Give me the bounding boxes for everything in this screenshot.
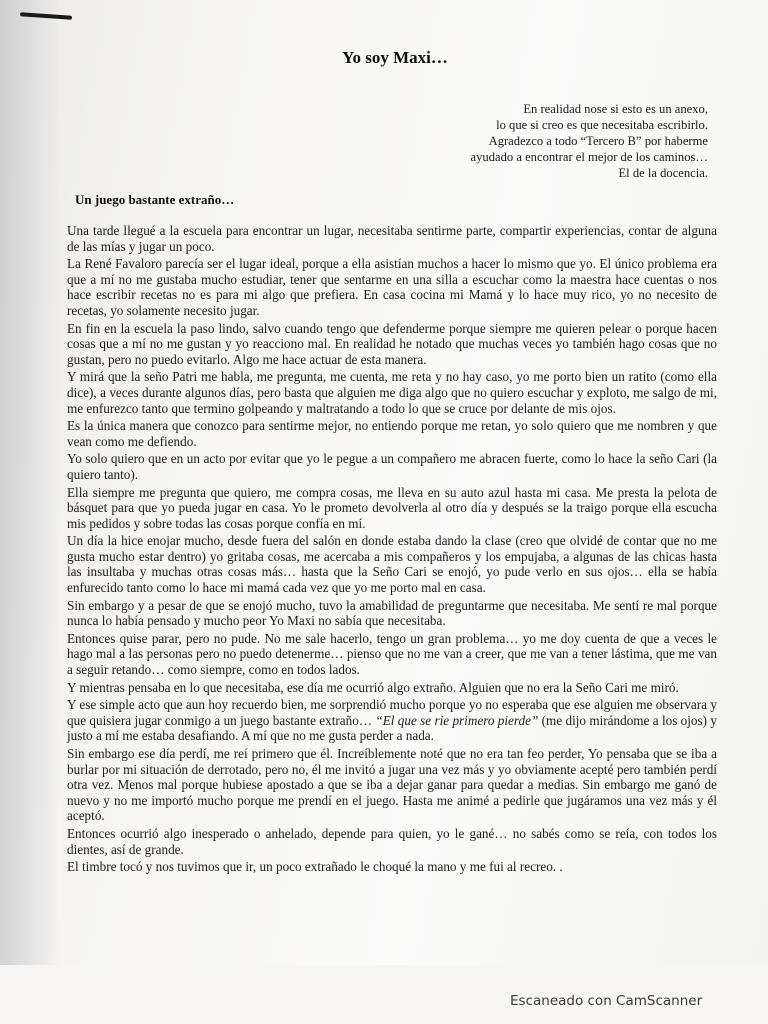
page-shadow: [0, 0, 60, 965]
epigraph-line: En realidad nose si esto es un anexo,: [523, 102, 708, 116]
paragraph: Y mirá que la seño Patri me habla, me pregunta, me cuenta, me reta y no hay caso, yo me porto bien un ratito (como ella dice), a veces durante algunos días, pero basta que alguien me diga algo que no quiero escuchar y exploto, me salgo de mi, me enfurezco tanto que termino golpeando y maltratando a todo lo que se cruce por delante de mis ojos.: [67, 369, 717, 416]
epigraph-line: El de la docencia.: [618, 166, 708, 180]
paragraph: Es la única manera que conozco para sentirme mejor, no entiendo porque me retan, yo solo quiero que me nombren y que vean como me defiendo.: [67, 418, 717, 449]
paragraph: La René Favaloro parecía ser el lugar ideal, porque a ella asistían muchos a hacer lo mismo que yo. El único problema era que a mí no me gustaba mucho estudiar, tener que sentarme en una silla a escuchar como la maestra hace cuentas o nos hace escribir recetas no es para mi algo que prefiera. En casa cocina mi Mamá y lo hace muy rico, yo no necesito de recetas, yo solamente necesito jugar.: [67, 256, 717, 318]
epigraph: [308, 101, 708, 181]
paragraph: Una tarde llegué a la escuela para encontrar un lugar, necesitaba sentirme parte, compartir experiencias, contar de alguna de las mías y jugar un poco.: [67, 223, 717, 254]
paragraph: Ella siempre me pregunta que quiero, me compra cosas, me lleva en su auto azul hasta mi casa. Me presta la pelota de básquet para que yo pueda jugar en casa. Yo le prometo devolverla al otro día y después se la traigo porque ella escucha mis pedidos y sobre todas las cosas porque confía en mí.: [67, 484, 717, 531]
game-quote: “El que se rie primero pierde”: [375, 712, 539, 728]
paragraph: Entonces quise parar, pero no pude. No me sale hacerlo, tengo un gran problema… yo me doy cuenta de que a veces le hago mal a las personas pero no puedo detenerme… pienso que no me van a creer, que me van a tener lástima, que me van a seguir retando… como siempre, como en todos lados.: [67, 630, 717, 678]
epigraph-line: ayudado a encontrar el mejor de los caminos…: [470, 150, 708, 164]
section-subtitle: Un juego bastante extraño…: [75, 192, 235, 207]
paragraph: Yo solo quiero que en un acto por evitar que yo le pegue a un compañero me abracen fuerte, como lo hace la seño Cari (la quiero tanto).: [67, 451, 717, 482]
document-title: Yo soy Maxi…: [342, 48, 448, 67]
paragraph-game: [67, 697, 717, 744]
paragraph: Sin embargo ese día perdí, me reí primero que él. Increíblemente noté que no era tan feo perder, Yo pensaba que se iba a burlar por mi situación de derrotado, pero no, él me invitó a jugar una vez más y yo obviamente acepté pero también perdí otra vez. Menos mal porque hubiese apostado a que se iba a dejar ganar para quedar a medias. Sin embargo me ganó de nuevo y no me importó mucho porque me prendí en el juego. Hasta me animé a pedirle que jugáramos una vez más y él aceptó.: [67, 746, 717, 824]
paragraph-game-after: (me dijo mirándome a los ojos) y justo a mí me estaba desafiando. A mí que no me gusta perder a nada.: [67, 712, 717, 744]
paragraph: En fin en la escuela la paso lindo, salvo cuando tengo que defenderme porque siempre me quieren pelear o porque hacen cosas que a mí no me gustan y yo reacciono mal. En realidad he notado que muchas veces yo también hago cosas que no gustan, pero no puedo evitarlo. Algo me hace actuar de esta manera.: [67, 320, 717, 367]
paragraph-game-before: Y ese simple acto que aun hoy recuerdo bien, me sorprendió mucho porque yo no esperaba que ese alguien me observara y que quisiera jugar conmigo a un juego bastante extraño…: [67, 697, 717, 728]
paragraph: El timbre tocó y nos tuvimos que ir, un poco extrañado le choqué la mano y me fui al recreo. .: [67, 859, 563, 875]
paragraph: Sin embargo y a pesar de que se enojó mucho, tuvo la amabilidad de preguntarme que necesitaba. Me sentí re mal porque nunca lo había pensado y mucho peor Yo Maxi no sabía que necesitaba.: [67, 597, 717, 629]
epigraph-line: lo que si creo es que necesitaba escribirlo.: [496, 118, 708, 132]
paragraph: Un día la hice enojar mucho, desde fuera del salón en donde estaba dando la clase (creo que olvidé de contar que no me gusta mucho estar dentro) yo gritaba cosas, me acercaba a mis compañeros y los empujaba, a algunas de las chicas hasta las insultaba y muchas otras cosas más… hasta que la Seño Cari se enojó, yo pude verlo en sus ojos… ella se había enfurecido tanto como lo hace mi mamá cada vez que yo me porto mal en casa.: [67, 533, 717, 596]
document-body: [67, 223, 717, 877]
scanner-watermark: Escaneado con CamScanner: [510, 993, 703, 1009]
epigraph-line: Agradezco a todo “Tercero B” por haberme: [488, 134, 708, 148]
paragraph: Entonces ocurrió algo inesperado o anhelado, depende para quien, yo le gané… no sabés como se reía, con todos los dientes, así de grande.: [67, 825, 717, 857]
paragraph: Y mientras pensaba en lo que necesitaba, ese día me ocurrió algo extraño. Alguien que no era la Seño Cari me miró.: [67, 679, 679, 695]
